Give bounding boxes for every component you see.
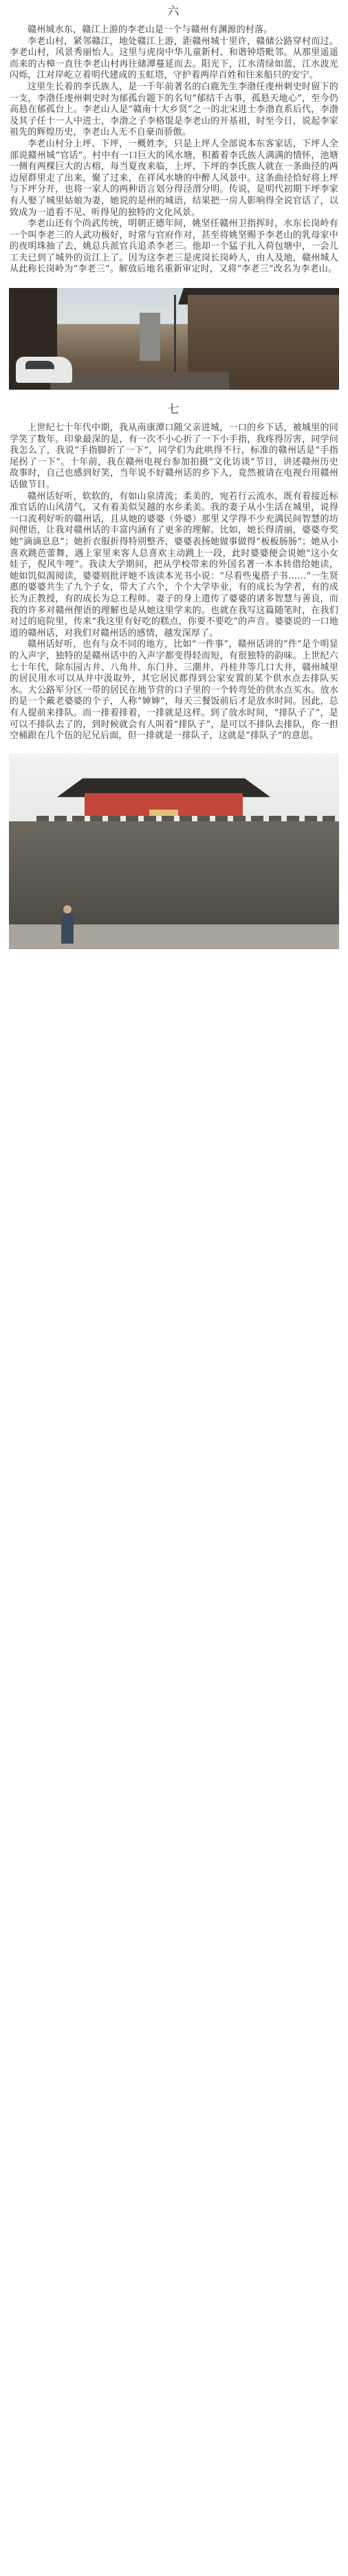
paragraph: 李老山村分上坪、下坪，一概姓李，只是上坪人全部说本东客家话，下坪人全部说赣州城“官话”。村中有一口巨大的风水塘，积蓄着李氏族人满满的情怀，池塘一侧有两棵巨大的古榕，每当夏夜来临，上坪、下坪的李氏族人就在一条曲径的两边屋群里走了出来，聚了过来，在祥风水塘的中醉人风景中。这条曲径恰好将上坪与下坪分开，也将一家人的两种语言划分得泾渭分明。传说，是明代初期下坪李家有人娶了城里姑娘为妻，她说的是州的城语，结果把一房人影响得全说官话了，以致成为一道看不见、听得见的独特的文化风景。 — [10, 138, 338, 218]
paragraph: 李老山还有个尚武传统，明朝正德年间，姚坚任赣州卫指挥时，水东长岗岭有一个叫李老三的人武功极好，时常与官府作对，甚至将姚坚赐予李老山的乳母家中的夜明珠抽了去，姚总兵派官兵追杀李老三。他却一个猛子扎入荷包塘中，一会儿工夫已到了城外的贡江上了。因为这李老三是虎岗长岗岭人，由人及地，赣州城人从此称长岗岭为“李老三”。解放后地名重新审定时，又将“李老三”改名为李老山。 — [10, 219, 338, 275]
city-gate-tower-photo — [9, 753, 339, 949]
paragraph: 上世纪七十年代中期，我从南康潭口随父亲进城，一口的乡下话，被城里的同学笑了数年。印象最深的是，有一次不小心折了一下小手指，我疼得厉害，同学问我怎么了，我说“手指脚折了一下”，同学们为此哄得不行，标准的赣州话是“手指尾拐了一下”。十年前，我在赣州电视台参加拍摄“文化访谈”节目，讲述赣州历史故事时，自己也感到好笑，当年说不好赣州话的乡下人，竟然被请在电视台用赣州话做节目。 — [10, 423, 338, 491]
section-7-body — [0, 423, 348, 742]
ground — [9, 924, 339, 949]
utility-pole — [174, 295, 176, 377]
paragraph: 李老山村，紧邻赣江，地处赣江上游，距赣州城十里许，赣储公路穿村而过。李老山村，风景秀丽怡人。这里与虎岗中华儿童新村、和谐钟塔毗邻。从那里遥遥而来的古樟一直往李老山村再往储潭蔓延而去。阳光下，江水清绿如蓝，江水波光闪烁，江对岸屹立着明代建成的玉虹塔，守护着两岸百姓和往来船只的安宁。 — [10, 36, 338, 81]
paragraph: 这里生长着的李氏族人，是一千年前著名的白鹿先生李渤任虔州刺史时留下的一支，李渤任虔州刺史时为郁孤台题下的名句“郁结千古事，孤悬天地心”，至今仍高悬在郁孤台上。李老山人是“赣南十大乡贤”之一的北宋进士李渤直系后代，李渤及其子任十一人中进士，李渤之子李格馄是李老山的开基祖，时至今日，说起李家祖先的辉煌历史，李老山人无不自豪而骄傲。 — [10, 81, 338, 138]
paragraph: 赣州话好听，也有与众不同的地方，比如“一件事”，赣州话讲的“件”是个明显的入声字，独特的是赣州话中的入声字都变得轻而短，有很独特的韵味。上世纪六七十年代，除东园古井、八角井、东门井、三潮井、丹桂井等几口大井，赣州城里的居民用水可以从井中汲取外，其它居民都得到公家安置的某个供水点去排队买水。大公路军分区一带的居民在地节营的口子里的一个转弯处的供水点买水。放水的是一个戴老婆婆的个子，人称“婶婶”，每天三餐饭前后才是放水时间。因此，总有人提前来排队。而一排着排着，一排就是这样。到了放水时间，“排队子了”，是可以不排队去了的，到时候就会有人叫着“排队子”，是可以不排队去排队，你一担空桶跟在几个伍的尼兄后面，但一排就是一排队子，这就是“排队子”的意思。 — [10, 639, 338, 742]
section-number-6: 六 — [167, 5, 181, 19]
section-6-body — [0, 25, 348, 276]
person-figure — [61, 913, 74, 944]
section-number-7: 七 — [167, 403, 181, 417]
distant-tower — [140, 313, 160, 361]
paragraph: 赣州话好听，软软的，有如山泉清流；柔美的，宛若行云流水，既有着接近标准官话的山风清气，又有着美似吴越的水乡柔美。我的妻子从小生活在城里，说得一口流利好听的赣州话，且从她的婆婆（外婆）那里又学得不少充满民间智慧的坊间俚语，让我对赣州话的丰富内涵有了更多的理解。比如，她长得清丽，婆婆夸奖她“滴滴息息”；她折衣服折得特别整齐，婆婆表扬她做事做得“板板肠肠”；她从小喜欢跳芭蕾舞，遇上家里来客人总喜欢主动跳上一段，此时婆婆便会说她“这小女娃子，倪风牛哩”。我读大学期间，把从学校带来的外国名著一本本转借给她读，她如饥似渴阅读，婆婆则批评她不该读本光书小说：“尽看些鬼搭子书……”一生贤惠的婆婆共生了九个子女，带大了六个，个个大学毕业，有的成长为学者，有的成长为正教授，有的成长为总工程师。妻子的身上遗传了婆婆的诸多智慧与善良，而我的许多对赣州俚语的理解也是从她这里学来的。也就在我写这篇随笔时，在我们对过的庭院里，传来“我这里有好吃的糕点，你要不要吃”的声音。婆婆说的一口地道的赣州话，对我们对赣州话的感情，越发深厚了。 — [10, 491, 338, 639]
old-street-photo — [9, 288, 339, 390]
parked-car — [16, 357, 72, 383]
paragraph: 赣州城水东，赣江上游的李老山是一个与赣州有渊源的村落。 — [28, 25, 273, 35]
street — [50, 372, 229, 390]
city-wall — [9, 821, 339, 924]
